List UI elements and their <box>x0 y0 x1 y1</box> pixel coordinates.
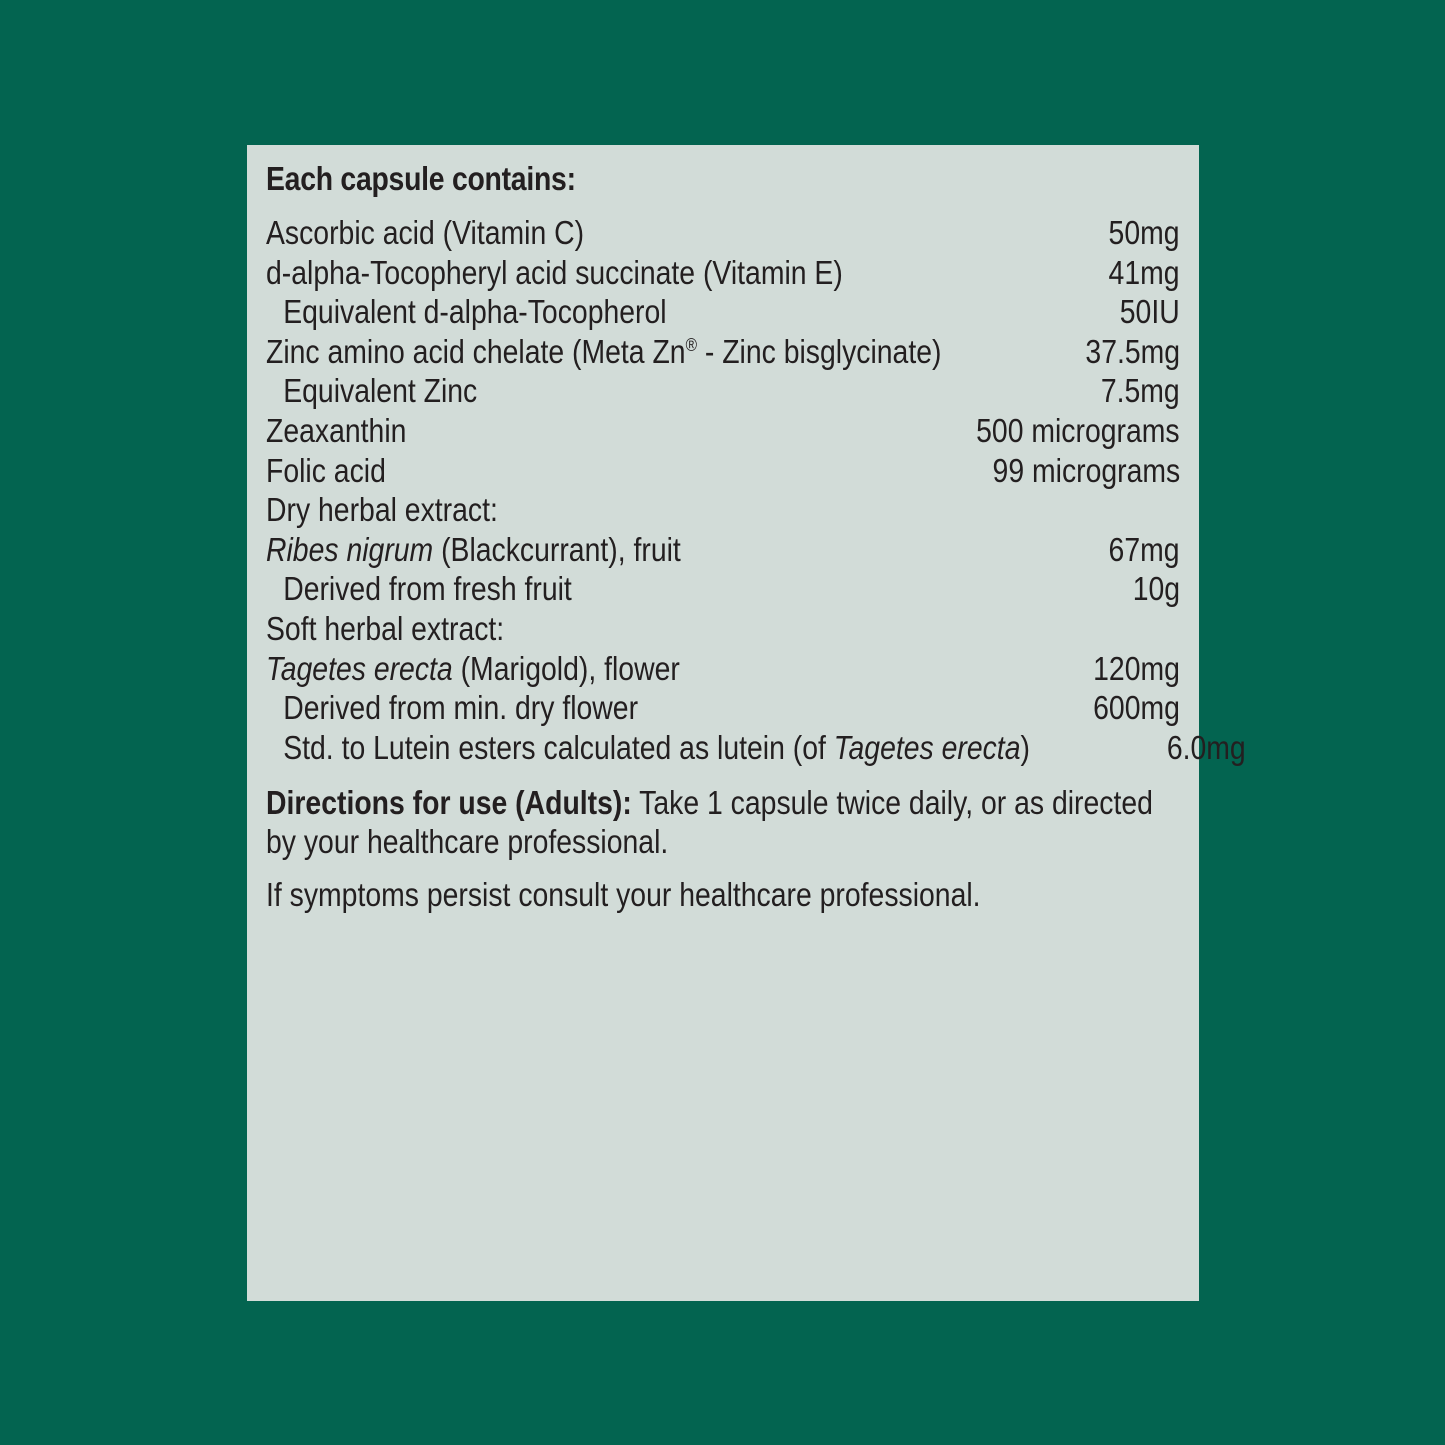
ingredient-name: d-alpha-Tocopheryl acid succinate (Vitamin E) <box>266 253 843 291</box>
section-label: Soft herbal extract: <box>266 609 505 647</box>
ingredient-name <box>266 332 941 372</box>
ingredient-name <box>266 728 1030 768</box>
ingredient-row <box>266 569 1180 609</box>
warning-note <box>266 875 1266 914</box>
ingredient-row <box>266 649 1180 689</box>
ingredient-amount: 37.5mg <box>1085 332 1180 370</box>
label-heading: Each capsule contains: <box>266 160 576 197</box>
ingredient-name-text: (Blackcurrant), fruit <box>433 530 681 568</box>
section-label: Dry herbal extract: <box>266 491 498 529</box>
ingredient-row <box>266 371 1180 411</box>
ingredient-row <box>266 213 1180 253</box>
ingredient-amount: 10g <box>1132 570 1180 608</box>
ingredient-name: Equivalent Zinc <box>283 372 478 410</box>
ingredient-name: Folic acid <box>266 451 386 489</box>
ingredient-name-text: (Marigold), flower <box>452 649 680 687</box>
ingredient-name: Equivalent d-alpha-Tocopherol <box>283 293 667 331</box>
ingredient-row <box>266 728 1247 768</box>
ingredient-amount: 6.0mg <box>1167 728 1247 766</box>
botanical-name: Tagetes erecta <box>266 649 453 687</box>
ingredient-amount: 600mg <box>1093 689 1180 727</box>
warning-text: If symptoms persist consult your healthcare professional. <box>266 876 981 914</box>
ingredient-row <box>266 688 1180 728</box>
ingredient-row <box>266 292 1180 332</box>
directions-for-use <box>266 783 1266 861</box>
ingredient-amount: 7.5mg <box>1101 372 1180 410</box>
ingredient-amount: 500 micrograms <box>976 411 1180 449</box>
registered-mark: ® <box>685 334 697 355</box>
ingredient-list <box>266 213 1247 767</box>
ingredient-amount: 120mg <box>1093 649 1180 687</box>
directions-label: Directions for use (Adults): <box>266 784 632 822</box>
botanical-name: Ribes nigrum <box>266 530 434 568</box>
ingredient-name: Zeaxanthin <box>266 411 407 449</box>
ingredient-amount: 99 micrograms <box>992 451 1180 489</box>
ingredient-amount: 50IU <box>1120 293 1180 331</box>
ingredient-row <box>266 530 1180 570</box>
directions-text: Take 1 capsule twice daily, or as directed by your healthcare professional. <box>266 784 1153 861</box>
ingredient-name <box>266 530 681 570</box>
ingredient-amount: 67mg <box>1108 530 1180 568</box>
ingredient-row <box>266 451 1180 491</box>
ingredient-section-row <box>266 490 1180 530</box>
ingredient-name-text: Std. to Lutein esters calculated as lutein (of <box>283 728 834 766</box>
ingredient-amount: 50mg <box>1108 214 1180 251</box>
ingredient-name: Ascorbic acid (Vitamin C) <box>266 214 585 251</box>
ingredient-name: Derived from fresh fruit <box>283 570 572 608</box>
ingredient-name-text: ) <box>1020 728 1030 766</box>
ingredient-row <box>266 253 1180 293</box>
botanical-name: Tagetes erecta <box>833 728 1021 766</box>
ingredient-name-text: Zinc amino acid chelate (Meta Zn <box>266 332 686 370</box>
ingredient-row <box>266 332 1180 372</box>
ingredient-section-row <box>266 609 1180 649</box>
ingredient-name <box>266 649 680 689</box>
ingredient-amount: 41mg <box>1108 253 1180 291</box>
supplement-label-panel <box>247 145 1247 1301</box>
ingredient-name: Derived from min. dry flower <box>283 689 639 727</box>
ingredient-name-text: - Zinc bisglycinate) <box>696 332 942 370</box>
ingredient-row <box>266 411 1180 451</box>
